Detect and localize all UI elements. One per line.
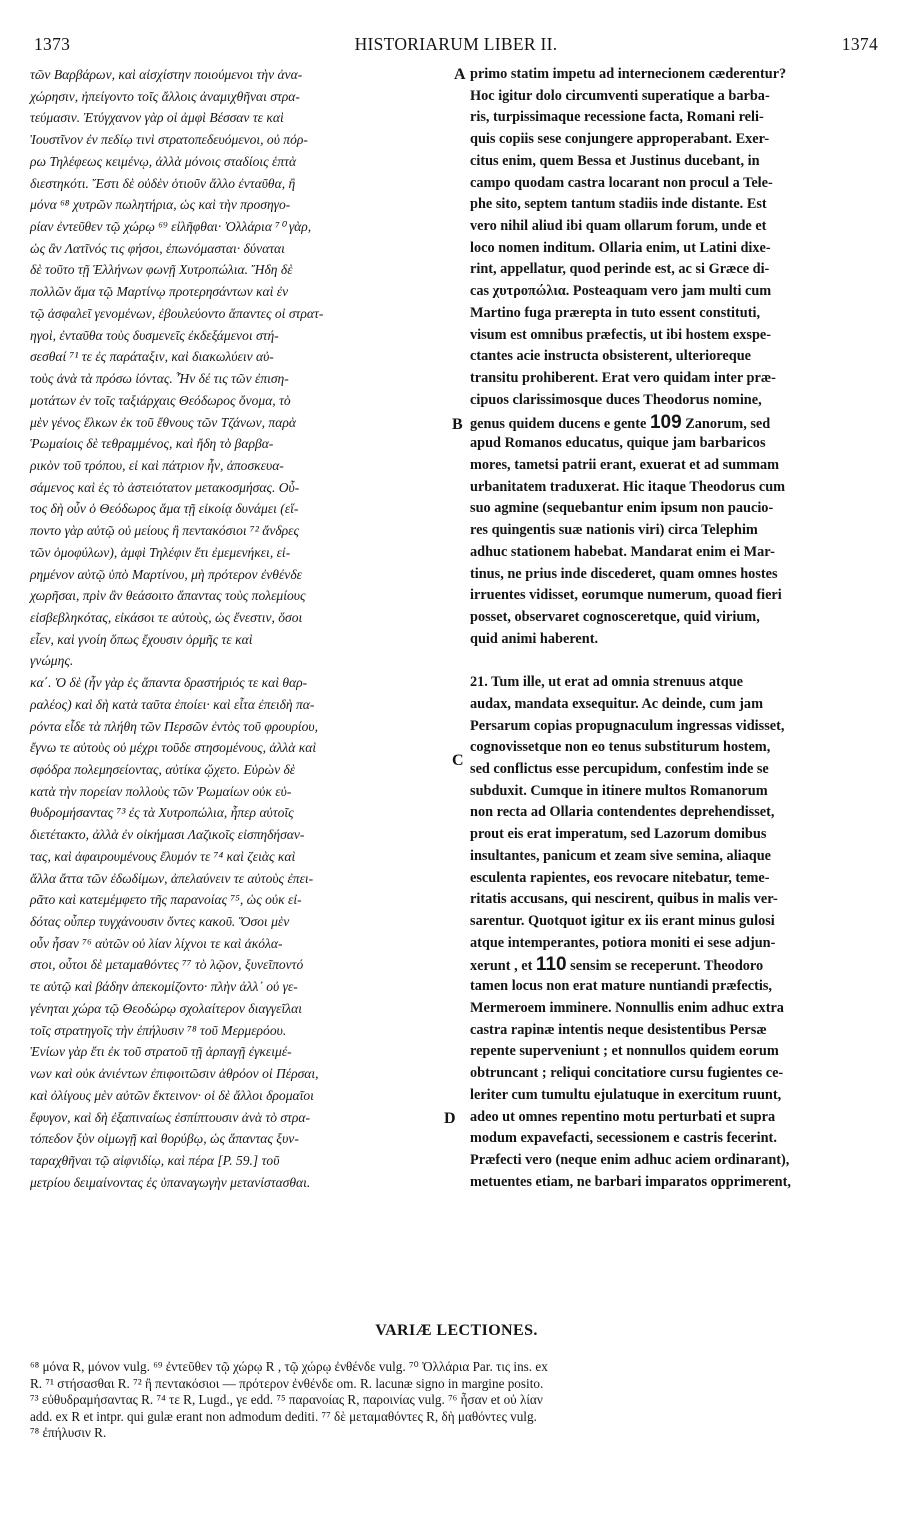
latin-line: primo statim impetu ad internecionem cæderentur? [470,66,787,82]
latin-line: cipuos clarissimosque duces Theodorus nomine, [470,391,762,408]
greek-line: νων καὶ οὐκ ἀνιέντων ἐπιφοιτῶσιν ἀθρόον οἱ Πέρσαι, [30,1066,319,1082]
greek-line: τοὺς ἀνὰ τὰ πρόσω ἰόντας. Ἦν δέ τις τῶν ἐπιση- [30,371,289,387]
latin-line-tail: sensim se receperunt. Theodoro [570,958,764,975]
page-reference-number: 110 [535,954,567,976]
latin-line: non recta ad Ollaria contendentes deprehendisset, [470,804,775,821]
page-header [34,34,878,56]
latin-line: vero nihil aliud ibi quam ollarum forum, unde et [470,218,767,235]
latin-line: sarentur. Quotquot igitur ex iis erant minus gulosi [470,913,775,930]
greek-line: τος δὴ οὖν ὁ Θεόδωρος ἅμα τῇ εἰκοίᾳ δυνάμει (εἵ- [30,501,299,517]
latin-line: adeo ut omnes repentino motu perturbati et supra [470,1108,776,1125]
greek-line: μετρίου δειμαίνοντας ἐς ὑπαναγωγὴν μετανίστασθαι. [30,1174,311,1190]
greek-line: δότας οὗπερ τυγχάνουσιν ὄντες κακοῦ. Ὅσοι μὲν [30,914,290,930]
greek-line: καὶ ὀλίγους μὲν αὐτῶν ἔκτεινον· οἱ δὲ ἄλλοι δρομαῖοι [30,1087,314,1103]
latin-line: quis copiis sese conjungere approperabant. Exer- [470,131,770,148]
latin-line: tinus, ne prius inde discederet, quam omnes hostes [470,565,778,582]
greek-line: στοι, οὗτοι δὲ μεταμαθόντες ⁷⁷ τὸ λῷον, ξυνεῖποντό [30,957,304,973]
greek-line: οὖν ἦσαν ⁷⁶ αὐτῶν οὐ λίαν λίχνοι τε καὶ ἀκόλα- [30,935,283,951]
latin-line: 21. Tum ille, ut erat ad omnia strenuus atque [470,674,744,691]
latin-text-column [470,64,882,1193]
greek-line: ηγοὶ, ἐνταῦθα τοὺς δυσμενεῖς ἐκδεξάμενοι στή- [30,327,279,343]
latin-line: sed conflictus esse percupidum, confestim inde se [470,761,769,777]
margin-letter-c: C [452,752,464,769]
latin-line: modum expavefacti, secessionem e castris fecerint. [470,1130,777,1147]
greek-line: μόνα ⁶⁸ χυτρῶν πωλητήρια, ὡς καὶ τὴν προσηγο- [30,197,291,213]
greek-line: ρικὸν τοῦ τρόπου, εἰ καὶ πάτριον ἦν, ἀποσκευα- [30,457,284,473]
margin-letter-d: D [444,1110,456,1127]
latin-line-text: genus quidem ducens e gente [470,415,647,432]
greek-line: διετέτακτο, ἀλλὰ ἐν οἰκήμασι Λαζικοῖς εἰσπηδήσαν- [30,827,305,843]
margin-letter-b: B [452,416,463,433]
right-page-number: 1374 [841,34,878,54]
greek-line: ταραχθῆναι τῷ αἰφνιδίῳ, καὶ πέρα [P. 59.] τοῦ [30,1152,280,1168]
latin-line: cas χυτροπώλια. Posteaquam vero jam multi cum [470,283,772,300]
greek-line: γένηται χώρα τῷ Θεοδώρῳ σχολαίτερον διαγγεῖλαι [30,1000,302,1016]
latin-line: visum est omnibus præfectis, ut ibi hostem exspe- [470,326,772,343]
latin-line: campo quodam castra locarant non procul a Tele- [470,174,773,191]
latin-line: ctantes acie instructa obsisterent, ulterioreque [470,348,751,365]
greek-line: ποντο γὰρ αὐτῷ οὐ μείους ἢ πεντακόσιοι ⁷² ἄνδρες [30,523,299,539]
greek-line: κατὰ τὴν πορείαν πολλοὺς τῶν Ῥωμαίων οὐκ εὐ- [30,783,292,799]
latin-line-tail: Zanorum, sed [685,415,771,432]
greek-line: πολλῶν ἅμα τῷ Μαρτίνῳ προτερησάντων καὶ ἐν [30,284,289,300]
variae-lectiones-title: VARIÆ LECTIONES. [375,1322,538,1339]
greek-line: ρω Τηλέφεως κειμένῳ, ἀλλὰ μόνοις σταδίοις ἑπτὰ [30,153,297,169]
latin-line: Persarum copias propugnaculum ingressas vidisset, [470,717,785,734]
greek-line: τόπεδον ξὺν οἰμωγῇ καὶ θορύβῳ, ὡς ἅπαντας ξυν- [30,1131,299,1147]
latin-line: quid animi haberent. [470,630,599,647]
latin-line: loco nomen inditum. Ollaria enim, ut Latini dixe- [470,239,771,256]
latin-line: transitu prohiberent. Erat vero quidam inter præ- [470,370,776,387]
greek-line: Ἰουστῖνον ἐν πεδίῳ τινὶ στρατοπεδευόμενοι, οὐ πόρ- [30,132,308,148]
latin-line: prout eis erat imperatum, sed Lazorum domibus [470,826,767,843]
latin-line: metuentes etiam, ne barbari imparatos opprimerent, [470,1173,791,1190]
greek-line: χώρησιν, ἠπείγοντο τοῖς ἄλλοις ἀναμιχθῆναι στρα- [30,88,300,104]
greek-line: τοῖς στρατηγοῖς τὴν ἐπήλυσιν ⁷⁸ τοῦ Μερμερόου. [30,1022,287,1038]
greek-line: ρίαν ἐντεῦθεν τῷ χώρῳ ⁶⁹ εἰλῆφθαι· Ὀλλάρια ⁷⁰ γὰρ, [30,219,312,235]
latin-line: Mermeroem imminere. Nonnullis enim adhuc extra [470,999,784,1016]
latin-line: phe sito, septem tantum stadiis inde distante. Est [470,196,767,213]
latin-line: Præfecti vero (neque enim adhuc aciem ordinarant), [470,1151,790,1168]
greek-line: τῶν Βαρβάρων, καὶ αἰσχίστην ποιούμενοι τὴν ἀνα- [30,67,303,82]
latin-line: posset, observaret cognosceretque, quid virium, [470,608,760,625]
greek-line: τε αὐτῷ καὶ βάδην ἀπεκομίζοντο· πλὴν ἀλλ᾽ οὐ γε- [30,979,298,995]
latin-line: urbanitatem traduxerat. Hic itaque Theodorus cum [470,478,786,495]
latin-line: Hoc igitur dolo circumventi superatique a barba- [470,87,770,104]
greek-line: Ἐνίων γὰρ ἔτι ἐκ τοῦ στρατοῦ τῇ ἁρπαγῇ ἐγκειμέ- [30,1044,292,1060]
latin-line [470,954,882,976]
latin-line: audax, mandata exsequitur. Ac deinde, cum jam [470,695,763,712]
latin-line: leriter cum tumultu ejulatuque in exercitum ruunt, [470,1086,782,1103]
latin-line: Martino fuga prærepta in tuto essent constituti, [470,304,761,321]
greek-line: τας, καὶ ἀφαιρουμένους ἔλυμόν τε ⁷⁴ καὶ ζειὰς καὶ [30,848,296,864]
greek-line: μὲν γένος ἕλκων ἐκ τοῦ ἔθνους τῶν Τζάνων, παρὰ [30,414,296,430]
latin-line: adhuc stationem habebat. Mandarat enim ei Mar- [470,543,775,560]
margin-letter-a: A [454,66,466,83]
greek-line: τῷ ἀσφαλεῖ γενομένων, ἐβουλεύοντο ἅπαντες οἱ στρατ- [30,305,324,321]
latin-line: obtruncant ; reliqui concitatiore cursu fugientes ce- [470,1065,784,1082]
latin-line: apud Romanos educatus, quique jam barbaricos [470,435,766,452]
paragraph-gap [470,650,882,672]
greek-text-column [30,64,454,1193]
latin-line: tamen locus non erat mature nuntiandi præfectis, [470,978,772,995]
greek-line: θυδρομήσαντας ⁷³ ἐς τὰ Χυτροπώλια, ἧπερ αὐτοῖς [30,805,294,821]
latin-line: cognovissetque non eo tenus substiturum hostem, [470,739,771,756]
latin-line: citus enim, quem Bessa et Justinus ducebant, in [470,152,760,169]
latin-line: ritatis accusans, qui nescirent, quibus in malis ver- [470,891,778,908]
running-title: HISTORIARUM LIBER II. [354,34,558,54]
latin-line: repente superveniunt ; et nonnullos quidem eorum [470,1043,779,1060]
latin-line: mores, tametsi patrii erant, exuerat et ad summam [470,456,780,473]
variae-note-line: ⁶⁸ μόνα R, μόνον vulg. ⁶⁹ ἐντεῦθεν τῷ χώρῳ R , τῷ χώρῳ ἐνθένδε vulg. ⁷⁰ Ὀλλάρια Par. τις ins. ex [30,1359,548,1374]
greek-line: ραλέος) καὶ δὴ κατὰ ταῦτα ἐποίει· καὶ εἶτα ἐπειδὴ πα- [30,696,315,712]
greek-line: χωρῆσαι, πρὶν ἂν θεάσοιτο ἅπαντας τοὺς πολεμίους [30,588,306,604]
latin-line: res quingentis suæ nationis viri) circa Telephim [470,522,758,539]
variae-note-line: add. ex R et intpr. qui gulæ erant non admodum dediti. ⁷⁷ δὲ μεταμαθόντες R, δὴ μαθόντες vulg. [30,1408,537,1424]
greek-line: Ῥωμαίοις δὲ τεθραμμένος, καὶ ἤδη τὸ βαρβα- [30,436,274,452]
greek-line: ἔγνω τε αὐτοὺς οὐ μέχρι τοῦδε στησομένους, ἀλλὰ καὶ [30,740,317,756]
greek-line: ρᾶτο καὶ κατεμέμφετο τῆς παρανοίας ⁷⁵, ὡς οὐκ εἰ- [30,892,302,908]
greek-line: σάμενος καὶ ἐς τὸ ἀστειότατον μετακοσμήσας. Οὗ- [30,479,300,495]
greek-line: εἰσβεβληκότας, εἰκάσοι τε αὐτοὺς, ὡς ἔνεστιν, ὅσοι [30,609,303,625]
latin-line: irruentes vidisset, eorumque numerum, quoad fieri [470,587,782,604]
latin-line-text: xerunt , et [470,958,533,975]
greek-line: μοτάτων ἐν τοῖς ταξιάρχαις Θεόδωρος ὄνομα, τὸ [30,392,291,408]
latin-line: esculenta rapientes, eos revocare nitebatur, teme- [470,869,770,886]
greek-line: ρόντα εἶδε τὰ πλήθη τῶν Περσῶν ἐντὸς τοῦ φρουρίου, [30,718,319,734]
greek-line: ρημένον αὐτῷ ὑπὸ Μαρτίνου, μὴ πρότερον ἐνθένδε [30,566,302,582]
greek-line: δὲ τοῦτο τῇ Ἑλλήνων φωνῇ Χυτροπώλια. Ἤδη δὲ [30,262,293,278]
greek-line: ἔφυγον, καὶ δὴ ἐξαπιναίως ἐσπίπτουσιν ἀνὰ τὸ στρα- [30,1109,311,1125]
left-page-number: 1373 [34,34,71,54]
variae-note-line: R. ⁷¹ στήσασθαι R. ⁷² ἢ πεντακόσιοι — πρότερον ἐνθένδε om. R. lacunæ signo in margine posito. [30,1375,544,1391]
greek-line: ἄλλα ἄττα τῶν ἐδωδίμων, ἀπελαύνειν τε αὐτοὺς ἐπει- [30,870,314,886]
latin-line: subduxit. Cumque in itinere multos Romanorum [470,782,768,799]
latin-line: ris, turpissimaque recessione facta, Romani reli- [470,109,764,126]
latin-line: rint, appellatur, quod perinde est, ac si Græce di- [470,261,770,278]
latin-line [470,412,882,434]
variae-lectiones-notes [30,1359,890,1442]
greek-line: ὡς ἂν Λατῖνός τις φήσοι, ἐπωνόμασται· δύναται [30,240,285,256]
greek-line: τῶν ὁμοφύλων), ἀμφὶ Τηλέφιν ἔτι ἐμεμενήκει, εἰ- [30,544,291,560]
greek-line: σφόδρα πολεμησείοντας, αὐτίκα ᾤχετο. Εὑρὼν δὲ [30,762,296,777]
latin-line: insultantes, panicum et zeam sive semina, aliaque [470,847,772,864]
greek-line: κα΄. Ὁ δὲ (ἦν γὰρ ἐς ἅπαντα δραστήριός τε καὶ θαρ- [30,675,308,691]
latin-line: castra rapinæ intentis neque desistentibus Persæ [470,1021,767,1038]
greek-line: τεύμασιν. Ἐτύγχανον γὰρ οἱ ἀμφὶ Βέσσαν τε καὶ [30,110,284,126]
latin-line: atque intemperantes, potiora moniti ei sese adjun- [470,934,776,951]
latin-line: suo agmine (sequebantur enim ipsum non paucio- [470,500,774,517]
greek-line: σεσθαί ⁷¹ τε ἐς παράταξιν, καὶ διακωλύειν αὐ- [30,349,274,365]
greek-line: γνώμης. [30,653,74,669]
page-reference-number: 109 [649,411,682,433]
greek-line: διεστηκότι. Ἔστι δὲ οὐδὲν ὁτιοῦν ἄλλο ἐνταῦθα, ἢ [30,175,296,191]
greek-line: εἶεν, καὶ γνοίη ὅπως ἔχουσιν ὁρμῆς τε καὶ [30,631,253,647]
variae-note-line: ⁷⁸ ἐπήλυσιν R. [30,1425,107,1440]
variae-note-line: ⁷³ εὐθυδραμήσαντας R. ⁷⁴ τε R, Lugd., γε edd. ⁷⁵ παρανοίας R, παροινίας vulg. ⁷⁶ ἦσαν et οὐ λίαν [30,1392,543,1407]
